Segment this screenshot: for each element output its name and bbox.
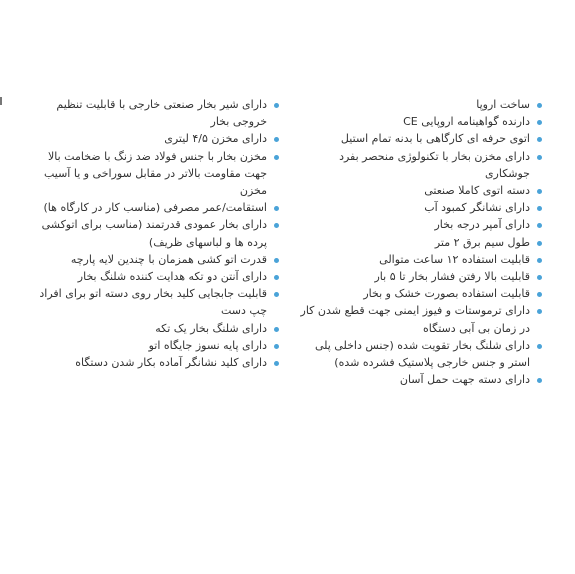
- bullet-dot-icon: [274, 206, 279, 211]
- edge-mark: [0, 97, 2, 105]
- feature-item: [300, 337, 543, 371]
- feature-text: قابلیت جابجایی کلید بخار روی دسته اتو برای افراد چپ دست: [39, 287, 267, 318]
- bullet-dot-icon: [537, 206, 542, 211]
- feature-text: دارنده گواهینامه اروپایی CE: [403, 115, 530, 129]
- bullet-dot-icon: [537, 137, 542, 142]
- feature-item: [300, 234, 543, 251]
- feature-text: استقامت/عمر مصرفی (مناسب کار در کارگاه ها): [43, 201, 267, 215]
- bullet-dot-icon: [537, 309, 542, 314]
- bullet-dot-icon: [274, 103, 279, 108]
- feature-text: دارای آمپر درجه بخار: [434, 218, 530, 232]
- feature-text: قابلیت استفاده بصورت خشک و بخار: [363, 287, 530, 301]
- feature-text: قدرت اتو کشی همزمان با چندین لایه پارچه: [70, 252, 267, 266]
- feature-item: [300, 113, 543, 130]
- bullet-dot-icon: [274, 155, 279, 160]
- feature-item: [28, 320, 280, 337]
- features-right-column: [300, 96, 543, 388]
- feature-item: [300, 216, 543, 233]
- feature-text: دارای شیر بخار صنعتی خارجی با قابلیت تنظیم خروجی بخار: [56, 98, 267, 129]
- feature-text: دارای آنتن دو تکه هدایت کننده شلنگ بخار: [77, 270, 267, 284]
- bullet-dot-icon: [537, 344, 542, 349]
- feature-text: دارای ترموستات و فیوز ایمنی جهت قطع شدن کار در زمان بی آبی دستگاه: [300, 304, 530, 335]
- feature-text: مخزن بخار با جنس فولاد ضد زنگ با ضخامت بالا جهت مقاومت بالاتر در مقابل سوراخی و یا آسیب مخزن: [43, 149, 267, 198]
- feature-item: [300, 199, 543, 216]
- feature-text: قابلیت استفاده ۱۲ ساعت متوالی: [379, 252, 530, 266]
- feature-item: [28, 337, 280, 354]
- bullet-dot-icon: [274, 275, 279, 280]
- feature-item: [28, 285, 280, 319]
- feature-text: دسته اتوی کاملا صنعتی: [424, 184, 530, 198]
- feature-text: قابلیت بالا رفتن فشار بخار تا ۵ بار: [374, 270, 530, 284]
- bullet-dot-icon: [537, 120, 542, 125]
- feature-item: [300, 285, 543, 302]
- feature-item: [28, 199, 280, 216]
- bullet-dot-icon: [537, 155, 542, 160]
- feature-item: [28, 216, 280, 250]
- bullet-dot-icon: [537, 223, 542, 228]
- bullet-dot-icon: [274, 292, 279, 297]
- features-left-column: [28, 96, 280, 371]
- feature-text: دارای پایه نسوز جایگاه اتو: [148, 338, 267, 352]
- bullet-dot-icon: [274, 327, 279, 332]
- feature-text: دارای مخزن ۴/۵ لیتری: [164, 132, 267, 146]
- bullet-dot-icon: [537, 258, 542, 263]
- feature-item: [300, 182, 543, 199]
- feature-item: [300, 130, 543, 147]
- bullet-dot-icon: [274, 344, 279, 349]
- feature-item: [300, 148, 543, 182]
- feature-item: [300, 268, 543, 285]
- bullet-dot-icon: [537, 378, 542, 383]
- feature-item: [28, 268, 280, 285]
- feature-text: طول سیم برق ۲ متر: [434, 235, 530, 249]
- feature-text: دارای مخزن بخار با تکنولوژی منحصر بفرد جوشکاری: [339, 149, 530, 180]
- bullet-dot-icon: [537, 189, 542, 194]
- bullet-dot-icon: [274, 223, 279, 228]
- bullet-dot-icon: [537, 275, 542, 280]
- feature-text: دارای نشانگر کمبود آب: [424, 201, 530, 215]
- feature-item: [28, 251, 280, 268]
- bullet-dot-icon: [274, 258, 279, 263]
- bullet-dot-icon: [537, 103, 542, 108]
- bullet-dot-icon: [274, 137, 279, 142]
- feature-item: [300, 251, 543, 268]
- feature-item: [28, 130, 280, 147]
- feature-text: دارای دسته جهت حمل آسان: [399, 373, 530, 387]
- feature-text: ساخت اروپا: [476, 98, 530, 111]
- feature-text: دارای شلنگ بخار تقویت شده (جنس داخلی پلی استر و جنس خارجی پلاستیک فشرده شده): [314, 338, 530, 370]
- bullet-dot-icon: [274, 361, 279, 366]
- feature-text: اتوی حرفه ای کارگاهی با بدنه تمام استیل: [340, 132, 530, 146]
- bullet-dot-icon: [537, 292, 542, 297]
- feature-item: [300, 371, 543, 388]
- feature-item: [300, 302, 543, 336]
- feature-text: دارای بخار عمودی قدرتمند (مناسب برای اتوکشی پرده ها و لباسهای ظریف): [41, 218, 267, 249]
- feature-item: [28, 148, 280, 200]
- feature-text: دارای شلنگ بخار یک تکه: [155, 321, 267, 335]
- feature-item: [28, 354, 280, 371]
- bullet-dot-icon: [537, 241, 542, 246]
- feature-item: [300, 96, 543, 113]
- feature-text: دارای کلید نشانگر آماده بکار شدن دستگاه: [75, 356, 267, 370]
- feature-item: [28, 96, 280, 130]
